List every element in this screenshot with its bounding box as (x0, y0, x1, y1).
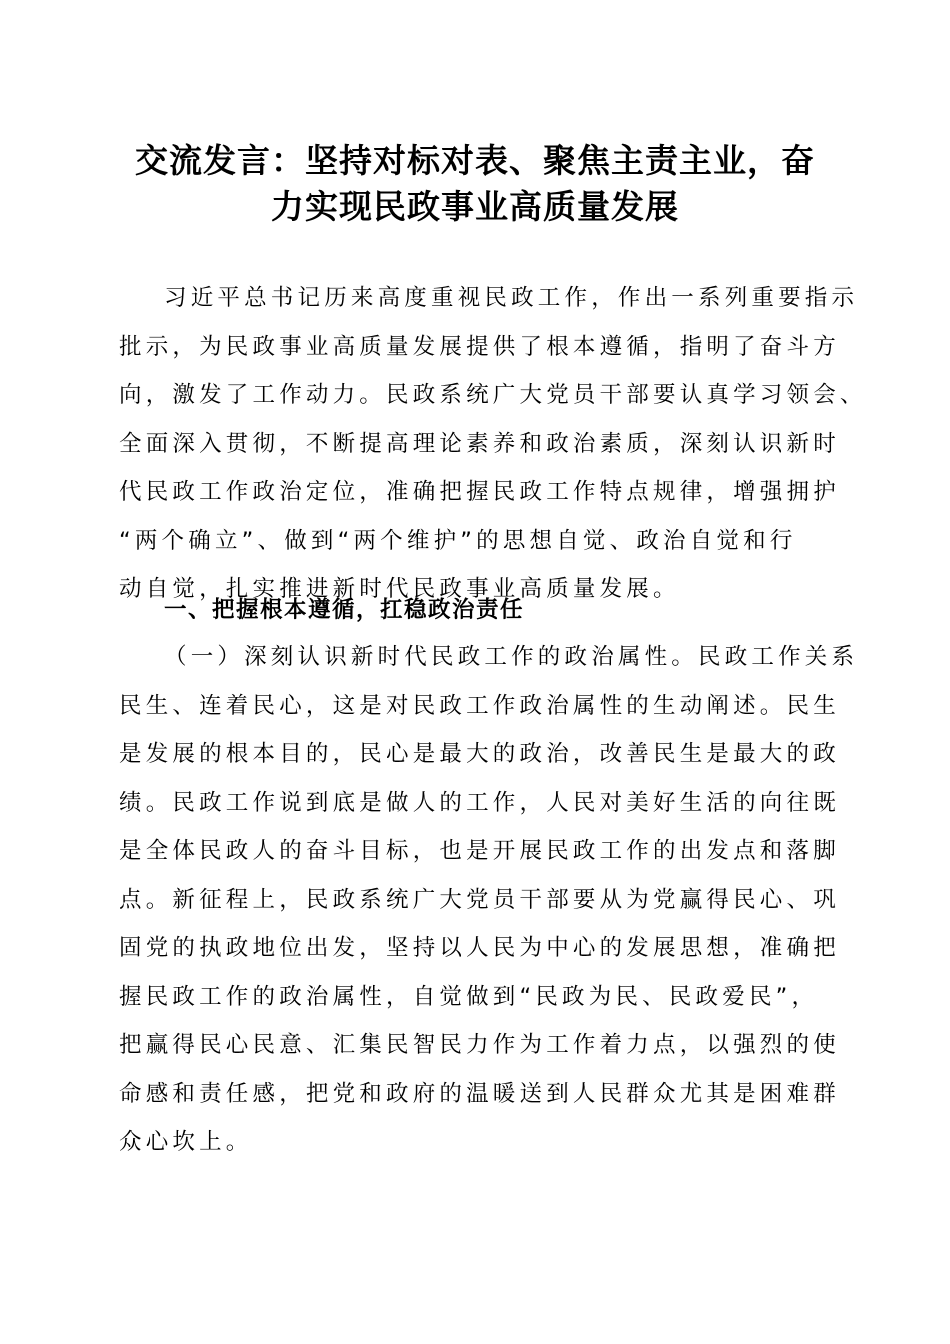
paragraph-line: 批示，为民政事业高质量发展提供了根本遵循，指明了奋斗方 (119, 333, 840, 360)
paragraph-line: 动自觉，扎实推进新时代民政事业高质量发展。 (119, 576, 680, 602)
paragraph-line: 代民政工作政治定位，准确把握民政工作特点规律，增强拥护 (119, 479, 840, 505)
paragraph-line: 把赢得民心民意、汇集民智民力作为工作着力点，以强烈的使 (119, 1032, 840, 1058)
paragraph-line: 向，激发了工作动力。民政系统广大党员干部要认真学习领会、 (119, 382, 867, 408)
paragraph-line: （一）深刻认识新时代民政工作的政治属性。民政工作关系 (164, 644, 859, 670)
paragraph-line: 绩。民政工作说到底是做人的工作，人民对美好生活的向往既 (119, 789, 840, 816)
paragraph-line: “两个确立”、做到“两个维护”的思想自觉、政治自觉和行 (119, 527, 797, 554)
paragraph-line: 固党的执政地位出发，坚持以人民为中心的发展思想，准确把 (119, 935, 840, 961)
document-title (95, 138, 855, 230)
title-line-2: 力实现民政事业高质量发展 (271, 187, 679, 226)
paragraph-line: 握民政工作的政治属性，自觉做到“民政为民、民政爱民”， (119, 983, 819, 1010)
paragraph-line: 民生、连着民心，这是对民政工作政治属性的生动阐述。民生 (119, 692, 840, 719)
section-heading-1: 一、把握根本遵循，扛稳政治责任 (164, 597, 525, 623)
paragraph-line: 是全体民政人的奋斗目标，也是开展民政工作的出发点和落脚 (119, 838, 840, 864)
paragraph-line: 全面深入贯彻，不断提高理论素养和政治素质，深刻认识新时 (119, 430, 840, 457)
section-paragraph-1 (119, 633, 859, 1167)
paragraph-line: 是发展的根本目的，民心是最大的政治，改善民生是最大的政 (119, 741, 840, 767)
intro-paragraph (119, 274, 867, 614)
paragraph-line: 习近平总书记历来高度重视民政工作，作出一系列重要指示 (164, 285, 859, 311)
paragraph-line: 点。新征程上，民政系统广大党员干部要从为党赢得民心、巩 (119, 886, 840, 913)
paragraph-line: 众心坎上。 (119, 1129, 253, 1155)
paragraph-line: 命感和责任感，把党和政府的温暖送到人民群众尤其是困难群 (119, 1080, 840, 1107)
title-line-1: 交流发言：坚持对标对表、聚焦主责主业，奋 (135, 141, 815, 180)
